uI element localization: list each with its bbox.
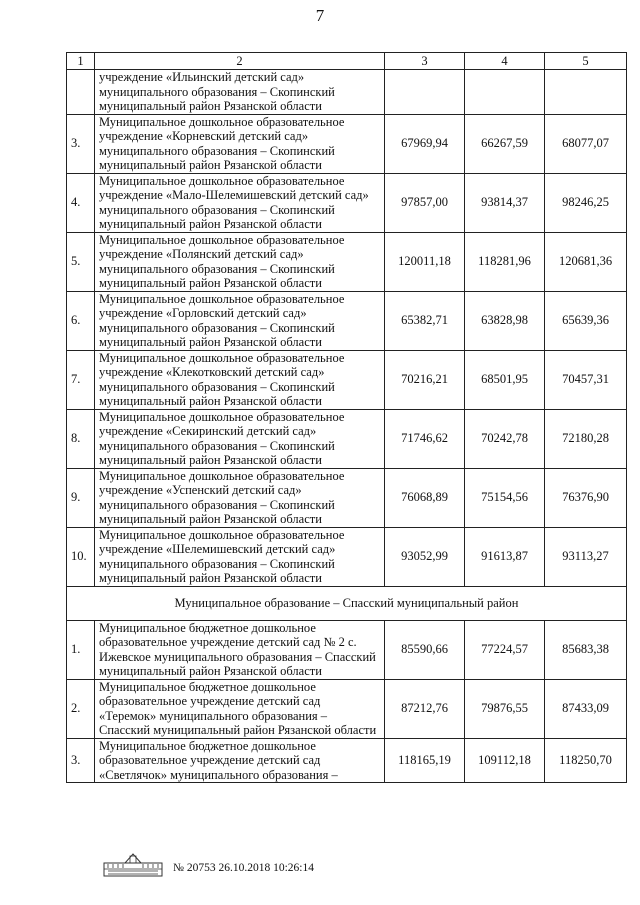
institution-name: Муниципальное дошкольное образовательное учреждение «Мало-Шелемишевский детский сад» муниципального образования – Скопинский муниципальный район Рязанской области: [95, 173, 385, 232]
value-col-5: 85683,38: [545, 620, 627, 679]
stamp-text: № 20753 26.10.2018 10:26:14: [173, 862, 314, 874]
value-col-3: 85590,66: [385, 620, 465, 679]
value-col-5: 87433,09: [545, 679, 627, 738]
row-number: 5.: [67, 232, 95, 291]
value-col-3: 120011,18: [385, 232, 465, 291]
value-col-3: [385, 70, 465, 115]
header-row: [67, 53, 627, 70]
table-row: [67, 232, 627, 291]
value-col-4: [465, 70, 545, 115]
table-row: [67, 620, 627, 679]
value-col-5: 70457,31: [545, 350, 627, 409]
institution-name: Муниципальное бюджетное дошкольное образовательное учреждение детский сад № 2 с. Ижевское муниципального образования – Спасский муниципальный район Рязанской области: [95, 620, 385, 679]
row-number: 3.: [67, 738, 95, 783]
institution-name: Муниципальное дошкольное образовательное учреждение «Горловский детский сад» муниципального образования – Скопинский муниципальный район Рязанской области: [95, 291, 385, 350]
table-row: [67, 173, 627, 232]
value-col-3: 97857,00: [385, 173, 465, 232]
registration-stamp: [95, 852, 425, 882]
table-row: [67, 291, 627, 350]
section-row: [67, 586, 627, 620]
government-building-stamp-icon: [103, 852, 163, 878]
table-row: [67, 679, 627, 738]
value-col-4: 66267,59: [465, 114, 545, 173]
table-row: [67, 409, 627, 468]
value-col-4: 75154,56: [465, 468, 545, 527]
value-col-5: 72180,28: [545, 409, 627, 468]
value-col-5: 98246,25: [545, 173, 627, 232]
row-number: 3.: [67, 114, 95, 173]
value-col-3: 76068,89: [385, 468, 465, 527]
table-row: [67, 738, 627, 783]
institution-name: Муниципальное бюджетное дошкольное образовательное учреждение детский сад «Теремок» муниципального образования – Спасский муниципальный район Рязанской области: [95, 679, 385, 738]
table-row: [67, 527, 627, 586]
value-col-4: 79876,55: [465, 679, 545, 738]
value-col-3: 87212,76: [385, 679, 465, 738]
table-row: [67, 468, 627, 527]
value-col-4: 63828,98: [465, 291, 545, 350]
value-col-3: 93052,99: [385, 527, 465, 586]
page-number: 7: [315, 6, 325, 25]
institution-name: Муниципальное дошкольное образовательное учреждение «Успенский детский сад» муниципального образования – Скопинский муниципальный район Рязанской области: [95, 468, 385, 527]
row-number: [67, 70, 95, 115]
institution-name: Муниципальное дошкольное образовательное учреждение «Секиринский детский сад» муниципального образования – Скопинский муниципальный район Рязанской области: [95, 409, 385, 468]
value-col-5: 118250,70: [545, 738, 627, 783]
value-col-4: 118281,96: [465, 232, 545, 291]
value-col-4: 93814,37: [465, 173, 545, 232]
institution-name: Муниципальное дошкольное образовательное учреждение «Полянский детский сад» муниципального образования – Скопинский муниципальный район Рязанской области: [95, 232, 385, 291]
value-col-4: 91613,87: [465, 527, 545, 586]
row-number: 9.: [67, 468, 95, 527]
table-row: [67, 350, 627, 409]
header-cell: 3: [385, 53, 465, 70]
table-row: [67, 114, 627, 173]
table-row: [67, 70, 627, 115]
header-cell: 2: [95, 53, 385, 70]
row-number: 4.: [67, 173, 95, 232]
value-col-5: 120681,36: [545, 232, 627, 291]
institution-name: Муниципальное бюджетное дошкольное образовательное учреждение детский сад «Светлячок» муниципального образования –: [95, 738, 385, 783]
section-title: Муниципальное образование – Спасский муниципальный район: [67, 586, 627, 620]
institution-name: Муниципальное дошкольное образовательное учреждение «Корневский детский сад» муниципального образования – Скопинский муниципальный район Рязанской области: [95, 114, 385, 173]
value-col-5: 65639,36: [545, 291, 627, 350]
value-col-4: 77224,57: [465, 620, 545, 679]
row-number: 6.: [67, 291, 95, 350]
value-col-5: 93113,27: [545, 527, 627, 586]
value-col-5: [545, 70, 627, 115]
row-number: 8.: [67, 409, 95, 468]
header-cell: 4: [465, 53, 545, 70]
value-col-3: 71746,62: [385, 409, 465, 468]
institution-name: Муниципальное дошкольное образовательное учреждение «Шелемишевский детский сад» муниципального образования – Скопинский муниципальный район Рязанской области: [95, 527, 385, 586]
row-number: 2.: [67, 679, 95, 738]
value-col-3: 65382,71: [385, 291, 465, 350]
value-col-4: 70242,78: [465, 409, 545, 468]
header-cell: 1: [67, 53, 95, 70]
value-col-5: 68077,07: [545, 114, 627, 173]
institution-name: учреждение «Ильинский детский сад» муниципального образования – Скопинский муниципальный район Рязанской области: [95, 70, 385, 115]
value-col-4: 68501,95: [465, 350, 545, 409]
row-number: 10.: [67, 527, 95, 586]
row-number: 1.: [67, 620, 95, 679]
value-col-3: 118165,19: [385, 738, 465, 783]
header-cell: 5: [545, 53, 627, 70]
data-table: [66, 52, 627, 783]
value-col-3: 67969,94: [385, 114, 465, 173]
institution-name: Муниципальное дошкольное образовательное учреждение «Клекотковский детский сад» муниципального образования – Скопинский муниципальный район Рязанской области: [95, 350, 385, 409]
value-col-3: 70216,21: [385, 350, 465, 409]
value-col-4: 109112,18: [465, 738, 545, 783]
value-col-5: 76376,90: [545, 468, 627, 527]
row-number: 7.: [67, 350, 95, 409]
